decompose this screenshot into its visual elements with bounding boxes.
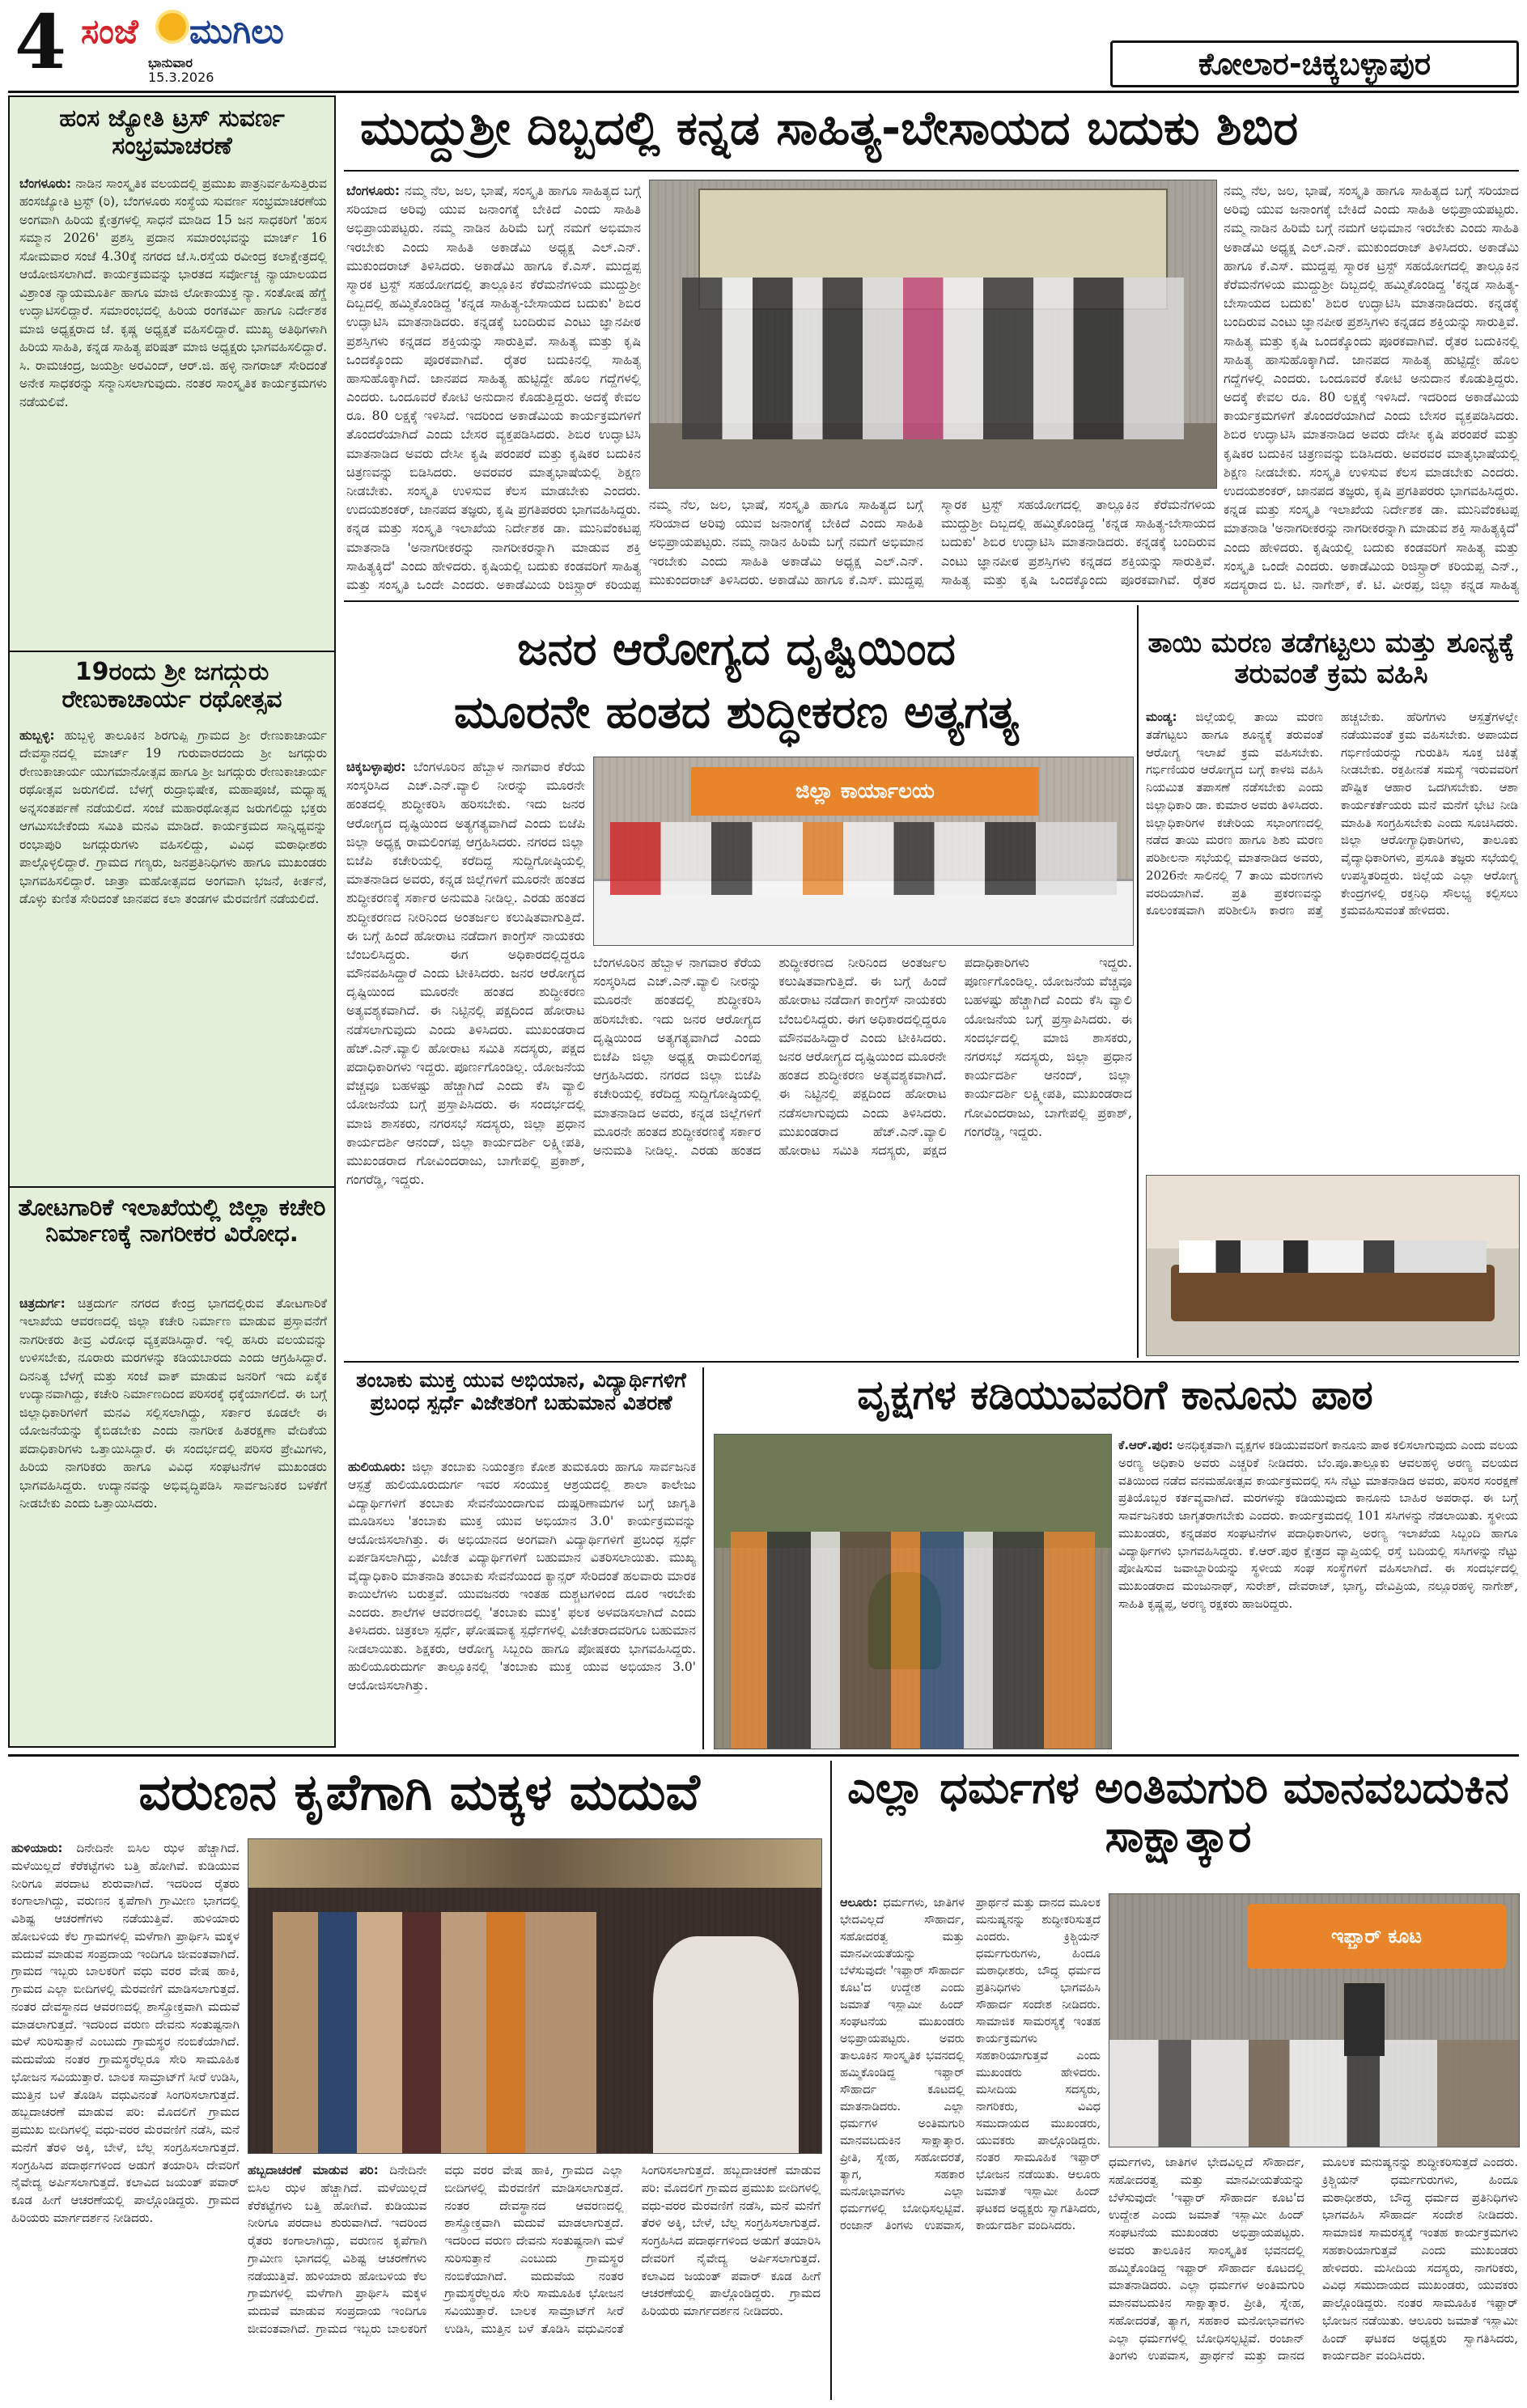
health-divider xyxy=(1137,605,1139,1358)
lead-story-below-photo xyxy=(649,495,1215,596)
sidebar-dateline-1: ಬೆಂಗಳೂರು: xyxy=(19,176,72,191)
sidebar-dateline-3: ಚಿತ್ರದುರ್ಗ: xyxy=(19,1296,66,1311)
rain-photo xyxy=(248,1838,822,2154)
sidebar-headline-2: 19ರಂದು ಶ್ರೀ ಜಗದ್ಗುರು ರೇಣುಕಾಚಾರ್ಯ ರಥೋತ್ಸವ xyxy=(62,658,282,714)
mother-headline: ತಾಯಿ ಮರಣ ತಡೆಗಟ್ಟಲು ಮತ್ತು ಶೂನ್ಯಕ್ಕೆ ತರುವಂತೆ ಕ್ರಮ ವಹಿಸಿ xyxy=(1147,627,1515,691)
health-headline-1: ಜನರ ಆರೋಗ್ಯದ ದೃಷ್ಟಿಯಿಂದ xyxy=(517,623,956,676)
mid-rule xyxy=(344,1361,1519,1363)
sidebar-headline-3: ತೋಟಗಾರಿಕೆ ಇಲಾಖೆಯಲ್ಲಿ ಜಿಲ್ಲಾ ಕಚೇರಿ ನಿರ್ಮಾಣಕ್ಕೆ ನಾಗರೀಕರ ವಿರೋಧ. xyxy=(18,1193,326,1248)
brand-logo xyxy=(81,11,284,60)
religion-photo xyxy=(1109,1893,1520,2147)
trees-dateline: ಕೆ.ಆರ್.ಪುರ: xyxy=(1118,1438,1173,1452)
sun-icon xyxy=(159,13,186,40)
mother-photo-people xyxy=(1179,1240,1487,1273)
mother-photo-table xyxy=(1171,1265,1495,1321)
religion-text: ಧರ್ಮಗಳು, ಜಾತಿಗಳ ಭೇದವಿಲ್ಲದೆ ಸೌಹಾರ್ದ, ಸಹೋದರತ್ವ ಮತ್ತು ಮಾನವೀಯತೆಯನ್ನು ಬೆಳೆಸುವುದೇ 'ಇಫ್ತಾರ್ ಸೌಹಾರ್ದ ಕೂಟ'ದ ಉದ್ದೇಶ ಎಂದು ಜಮಾತೆ ಇಸ್ಲಾಮೀ ಹಿಂದ್ ಸಂಘಟನೆಯ ಮುಖಂಡರು ಅಭಿಪ್ರಾಯಪಟ್ಟರು. ಅವರು ತಾಲೂಕಿನ ಸಾಂಸ್ಕೃತಿಕ ಭವನದಲ್ಲಿ ಹಮ್ಮಿಕೊಂಡಿದ್ದ ಇಫ್ತಾರ್ ಸೌಹಾರ್ದ ಕೂಟದಲ್ಲಿ ಮಾತನಾಡಿದರು. ಎಲ್ಲಾ ಧರ್ಮಗಳ ಅಂತಿಮಗುರಿ ಮಾನವಬದುಕಿನ ಸಾಕ್ಷಾತ್ಕಾರ. ಪ್ರೀತಿ, ಸ್ನೇಹ, ಸಹೋದರತೆ, ತ್ಯಾಗ, ಸಹಕಾರ ಮನೋಭಾವಗಳು ಎಲ್ಲಾ ಧರ್ಮಗಳಲ್ಲಿ ಬೋಧಿಸಲ್ಪಟ್ಟಿವೆ. ರಂಜಾನ್ ತಿಂಗಳು ಉಪವಾಸ, ಪ್ರಾರ್ಥನೆ ಮತ್ತು ದಾನದ ಮೂಲಕ ಮನುಷ್ಯನನ್ನು ಶುದ್ಧೀಕರಿಸುತ್ತದೆ ಎಂದರು. ಕ್ರಿಶ್ಚಿಯನ್ ಧರ್ಮಗುರುಗಳು, ಹಿಂದೂ ಮಠಾಧೀಶರು, ಬೌದ್ಧ ಧರ್ಮದ ಪ್ರತಿನಿಧಿಗಳು ಭಾಗವಹಿಸಿ ಸೌಹಾರ್ದ ಸಂದೇಶ ನೀಡಿದರು. ಸಾಮಾಜಿಕ ಸಾಮರಸ್ಯಕ್ಕೆ ಇಂತಹ ಕಾರ್ಯಕ್ರಮಗಳು ಸಹಕಾರಿಯಾಗುತ್ತವೆ ಎಂದು ಮುಖಂಡರು ಹೇಳಿದರು. ಮಸೀದಿಯ ಸದಸ್ಯರು, ನಾಗರಿಕರು, ವಿವಿಧ ಸಮುದಾಯದ ಮುಖಂಡರು, ಯುವಕರು ಪಾಲ್ಗೊಂಡಿದ್ದರು. ನಂತರ ಸಾಮೂಹಿಕ ಇಫ್ತಾರ್ ಭೋಜನ ನಡೆಯಿತು. ಆಲೂರು ಜಮಾತೆ ಇಸ್ಲಾಮೀ ಹಿಂದ್ ಘಟಕದ ಅಧ್ಯಕ್ಷರು ಸ್ವಾಗತಿಸಿದರು, ಕಾರ್ಯದರ್ಶಿ ವಂದಿಸಿದರು. xyxy=(840,1897,1101,2233)
health-text-cont: ಬೆಂಗಳೂರಿನ ಹೆಬ್ಬಾಳ ನಾಗವಾರ ಕೆರೆಯ ಸಂಸ್ಕರಿಸಿದ ಎಚ್.ಎನ್.ವ್ಯಾಲಿ ನೀರನ್ನು ಮೂರನೇ ಹಂತದಲ್ಲಿ ಶುದ್ಧೀಕರಿಸಿ ಹರಿಸಬೇಕು. ಇದು ಜನರ ಆರೋಗ್ಯದ ದೃಷ್ಟಿಯಿಂದ ಅತ್ಯಗತ್ಯವಾಗಿದೆ ಎಂದು ಬಿಜೆಪಿ ಜಿಲ್ಲಾ ಅಧ್ಯಕ್ಷ ರಾಮಲಿಂಗಪ್ಪ ಆಗ್ರಹಿಸಿದರು. ನಗರದ ಜಿಲ್ಲಾ ಬಿಜೆಪಿ ಕಚೇರಿಯಲ್ಲಿ ಕರೆದಿದ್ದ ಸುದ್ದಿಗೋಷ್ಠಿಯಲ್ಲಿ ಮಾತನಾಡಿದ ಅವರು, ಕನ್ನಡ ಜಿಲ್ಲೆಗಳಿಗೆ ಮೂರನೇ ಹಂತದ ಶುದ್ಧೀಕರಣಕ್ಕೆ ಸರ್ಕಾರ ಅನುಮತಿ ನೀಡಿಲ್ಲ. ಎರಡು ಹಂತದ ಶುದ್ಧೀಕರಣದ ನೀರಿನಿಂದ ಅಂತರ್ಜಲ ಕಲುಷಿತವಾಗುತ್ತಿದೆ. ಈ ಬಗ್ಗೆ ಹಿಂದೆ ಹೋರಾಟ ನಡೆದಾಗ ಕಾಂಗ್ರೆಸ್ ನಾಯಕರು ಬೆಂಬಲಿಸಿದ್ದರು. ಈಗ ಅಧಿಕಾರದಲ್ಲಿದ್ದರೂ ಮೌನವಹಿಸಿದ್ದಾರೆ ಎಂದು ಟೀಕಿಸಿದರು. ಜನರ ಆರೋಗ್ಯದ ದೃಷ್ಟಿಯಿಂದ ಮೂರನೇ ಹಂತದ ಶುದ್ಧೀಕರಣ ಅತ್ಯವಶ್ಯಕವಾಗಿದೆ. ಈ ನಿಟ್ಟಿನಲ್ಲಿ ಪಕ್ಷದಿಂದ ಹೋರಾಟ ನಡೆಸಲಾಗುವುದು ಎಂದು ತಿಳಿಸಿದರು. ಮುಖಂಡರಾದ ಹೆಚ್.ಎನ್.ವ್ಯಾಲಿ ಹೋರಾಟ ಸಮಿತಿ ಸದಸ್ಯರು, ಪಕ್ಷದ ಪದಾಧಿಕಾರಿಗಳು ಇದ್ದರು. ಪೂರ್ಣಗೊಂಡಿಲ್ಲ. ಯೋಜನೆಯ ವೆಚ್ಚವೂ ಬಹಳಷ್ಟು ಹೆಚ್ಚಾಗಿದೆ ಎಂದು ಕೆಸಿ ವ್ಯಾಲಿ ಯೋಜನೆಯ ಬಗ್ಗೆ ಪ್ರಸ್ತಾಪಿಸಿದರು. ಈ ಸಂದರ್ಭದಲ್ಲಿ ಮಾಜಿ ಶಾಸಕರು, ನಗರಸಭೆ ಸದಸ್ಯರು, ಜಿಲ್ಲಾ ಪ್ರಧಾನ ಕಾರ್ಯದರ್ಶಿ ಆನಂದ್, ಜಿಲ್ಲಾ ಕಾರ್ಯದರ್ಶಿ ಲಕ್ಷ್ಮೀಪತಿ, ಮುಖಂಡರಾದ ಗೋವಿಂದರಾಜು, ಬಾಗೇಪಲ್ಲಿ ಪ್ರಕಾಶ್, ಗಂಗರೆಡ್ಡಿ, ಇದ್ದರು. xyxy=(593,955,1132,1158)
health-photo-banner xyxy=(691,767,1039,816)
religion-photo-speaker xyxy=(1344,1983,1385,2056)
sidebar-divider-1 xyxy=(10,651,334,652)
health-story-left xyxy=(346,757,585,1353)
trees-story xyxy=(1118,1437,1518,1748)
rain-headline: ವರುಣನ ಕೃಪೆಗಾಗಿ ಮಕ್ಕಳ ಮದುವೆ xyxy=(138,1762,700,1821)
lead-text: ನಮ್ಮ ನೆಲ, ಜಲ, ಭಾಷೆ, ಸಂಸ್ಕೃತಿ ಹಾಗೂ ಸಾಹಿತ್ಯದ ಬಗ್ಗೆ ಸರಿಯಾದ ಅರಿವು ಯುವ ಜನಾಂಗಕ್ಕೆ ಬೇಕಿದೆ ಎಂದು ಸಾಹಿತಿ ಅಭಿಪ್ರಾಯಪಟ್ಟರು. ನಮ್ಮ ನಾಡಿನ ಹಿರಿಮೆ ಬಗ್ಗೆ ನಮಗೆ ಅಭಿಮಾನ ಇರಬೇಕು ಎಂದು ಸಾಹಿತಿ ಅಕಾಡೆಮಿ ಅಧ್ಯಕ್ಷ ಎಲ್.ಎನ್. ಮುಕುಂದರಾಜ್ ತಿಳಿಸಿದರು. ಅಕಾಡೆಮಿ ಹಾಗೂ ಕೆ.ಎಸ್. ಮುದ್ದಪ್ಪ ಸ್ಮಾರಕ ಟ್ರಸ್ಟ್ ಸಹಯೋಗದಲ್ಲಿ ತಾಲ್ಲೂಕಿನ ಕೆರೆಮನೆಗಳಿಯ ಮುದ್ದುಶ್ರೀ ದಿಬ್ಬದಲ್ಲಿ ಹಮ್ಮಿಕೊಂಡಿದ್ದ 'ಕನ್ನಡ ಸಾಹಿತ್ಯ-ಬೇಸಾಯದ ಬದುಕು' ಶಿಬಿರ ಉದ್ಘಾಟಿಸಿ ಮಾತನಾಡಿದರು. ಕನ್ನಡಕ್ಕೆ ಬಂದಿರುವ ಎಂಟು ಜ್ಞಾನಪೀಠ ಪ್ರಶಸ್ತಿಗಳು ಕನ್ನಡದ ಶಕ್ತಿಯನ್ನು ಸಾರುತ್ತಿವೆ. ಸಾಹಿತ್ಯ ಮತ್ತು ಕೃಷಿ ಒಂದಕ್ಕೊಂದು ಪೂರಕವಾಗಿವೆ. ರೈತರ ಬದುಕಿನಲ್ಲಿ ಸಾಹಿತ್ಯ ಹಾಸುಹೊಕ್ಕಾಗಿದೆ. ಜಾನಪದ ಸಾಹಿತ್ಯ ಹುಟ್ಟಿದ್ದೇ ಹೊಲ ಗದ್ದೆಗಳಲ್ಲಿ ಎಂದರು. ಒಂದೂವರೆ ಕೋಟಿ ಅನುದಾನ ಕೊಡುತ್ತಿದ್ದರು. ಅದಕ್ಕೆ ಕೇವಲ ರೂ. 80 ಲಕ್ಷಕ್ಕೆ ಇಳಿಸಿದೆ. ಇದರಿಂದ ಅಕಾಡೆಮಿಯ ಕಾರ್ಯಕ್ರಮಗಳಿಗೆ ತೊಂದರೆಯಾಗಿದೆ ಎಂದು ಬೇಸರ ವ್ಯಕ್ತಪಡಿಸಿದರು. ಶಿಬಿರ ಉದ್ಘಾಟಿಸಿ ಮಾತನಾಡಿದ ಅವರು ದೇಸೀ ಕೃಷಿ ಪರಂಪರೆ ಮತ್ತು ಕೃಷಿಕರ ಬದುಕಿನ ಚಿತ್ರಣವನ್ನು ಬಿಡಿಸಿದರು. ಅವರವರ ಮಾತೃಭಾಷೆಯಲ್ಲಿ ಶಿಕ್ಷಣ ನೀಡಬೇಕು. ಸಂಸ್ಕೃತಿ ಉಳಿಸುವ ಕೆಲಸ ಮಾಡಬೇಕು ಎಂದರು. ಉದಯಶಂಕರ್, ಜಾನಪದ ತಜ್ಞರು, ಕೃಷಿ ಪ್ರಗತಿಪರರು ಭಾಗವಹಿಸಿದ್ದರು. ಕನ್ನಡ ಮತ್ತು ಸಂಸ್ಕೃತಿ ಇಲಾಖೆಯ ನಿರ್ದೇಶಕ ಡಾ. ಮುನಿವೆಂಕಟಪ್ಪ ಮಾತನಾಡಿ 'ಅನಾಗರೀಕರನ್ನು ನಾಗರೀಕರನ್ನಾಗಿ ಮಾಡುವ ಶಕ್ತಿ ಸಾಹಿತ್ಯಕ್ಕಿದೆ' ಎಂದು ಹೇಳಿದರು. ಕೃಷಿಯಲ್ಲಿ ಬದುಕು ಕಂಡವರಿಗೆ ಸಾಹಿತ್ಯ ಮತ್ತು ಸಂಸ್ಕೃತಿ ಒಂದೇ ಎಂದರು. ಅಕಾಡೆಮಿಯ ರಿಜಿಸ್ಟ್ರಾರ್ ಕರಿಯಪ್ಪ xyxy=(346,183,641,592)
brand-left: ಸಂಜೆ xyxy=(81,11,138,51)
health-photo-people xyxy=(610,822,1117,895)
sidebar-story-2 xyxy=(19,727,327,1180)
rain-story-right xyxy=(248,2162,821,2398)
religion-story-right xyxy=(1109,2154,1518,2398)
sidebar-text-3: ಚಿತ್ರದುರ್ಗ ನಗರದ ಕೇಂದ್ರ ಭಾಗದಲ್ಲಿರುವ ತೋಟಗಾರಿಕೆ ಇಲಾಖೆಯ ಆವರಣದಲ್ಲಿ ಜಿಲ್ಲಾ ಕಚೇರಿ ನಿರ್ಮಾಣ ಮಾಡುವ ಪ್ರಸ್ತಾವನೆಗೆ ನಾಗರೀಕರು ತೀವ್ರ ವಿರೋಧ ವ್ಯಕ್ತಪಡಿಸಿದ್ದಾರೆ. ಇಲ್ಲಿ ಹಸಿರು ವಲಯವನ್ನು ಉಳಿಸಬೇಕು, ನೂರಾರು ಮರಗಳನ್ನು ಕಡಿಯಬಾರದು ಎಂದು ಆಗ್ರಹಿಸಿದ್ದಾರೆ. ದಿನನಿತ್ಯ ಬೆಳಗ್ಗೆ ಮತ್ತು ಸಂಜೆ ವಾಕ್ ಮಾಡುವ ಜನರಿಗೆ ಇದು ಏಕೈಕ ಉದ್ಯಾನವಾಗಿದ್ದು, ಕಚೇರಿ ನಿರ್ಮಾಣದಿಂದ ಪರಿಸರಕ್ಕೆ ಧಕ್ಕೆಯಾಗಲಿದೆ. ಈ ಬಗ್ಗೆ ಜಿಲ್ಲಾಧಿಕಾರಿಗಳಿಗೆ ಮನವಿ ಸಲ್ಲಿಸಲಾಗಿದ್ದು, ಸರ್ಕಾರ ಕೂಡಲೇ ಈ ಯೋಜನೆಯನ್ನು ಕೈಬಿಡಬೇಕು ಎಂದು ನಾಗರೀಕ ಹಿತರಕ್ಷಣಾ ವೇದಿಕೆಯ ಪದಾಧಿಕಾರಿಗಳು ಒತ್ತಾಯಿಸಿದ್ದಾರೆ. ಈ ಸಂದರ್ಭದಲ್ಲಿ ಪರಿಸರ ಪ್ರೇಮಿಗಳು, ಹಿರಿಯ ನಾಗರಿಕರು ಹಾಗೂ ವಿವಿಧ ಸಂಘಟನೆಗಳ ಮುಖಂಡರು ಭಾಗವಹಿಸಿದ್ದರು. ಉದ್ಯಾನವನ್ನು ಅಭಿವೃದ್ಧಿಪಡಿಸಿ ಸಾರ್ವಜನಿಕರ ಬಳಕೆಗೆ ನೀಡಬೇಕು ಎಂದು ಒತ್ತಾಯಿಸಿದರು. xyxy=(19,1296,327,1511)
lead-text-cont: ನಮ್ಮ ನೆಲ, ಜಲ, ಭಾಷೆ, ಸಂಸ್ಕೃತಿ ಹಾಗೂ ಸಾಹಿತ್ಯದ ಬಗ್ಗೆ ಸರಿಯಾದ ಅರಿವು ಯುವ ಜನಾಂಗಕ್ಕೆ ಬೇಕಿದೆ ಎಂದು ಸಾಹಿತಿ ಅಭಿಪ್ರಾಯಪಟ್ಟರು. ನಮ್ಮ ನಾಡಿನ ಹಿರಿಮೆ ಬಗ್ಗೆ ನಮಗೆ ಅಭಿಮಾನ ಇರಬೇಕು ಎಂದು ಸಾಹಿತಿ ಅಕಾಡೆಮಿ ಅಧ್ಯಕ್ಷ ಎಲ್.ಎನ್. ಮುಕುಂದರಾಜ್ ತಿಳಿಸಿದರು. ಅಕಾಡೆಮಿ ಹಾಗೂ ಕೆ.ಎಸ್. ಮುದ್ದಪ್ಪ ಸ್ಮಾರಕ ಟ್ರಸ್ಟ್ ಸಹಯೋಗದಲ್ಲಿ ತಾಲ್ಲೂಕಿನ ಕೆರೆಮನೆಗಳಿಯ ಮುದ್ದುಶ್ರೀ ದಿಬ್ಬದಲ್ಲಿ ಹಮ್ಮಿಕೊಂಡಿದ್ದ 'ಕನ್ನಡ ಸಾಹಿತ್ಯ-ಬೇಸಾಯದ ಬದುಕು' ಶಿಬಿರ ಉದ್ಘಾಟಿಸಿ ಮಾತನಾಡಿದರು. ಕನ್ನಡಕ್ಕೆ ಬಂದಿರುವ ಎಂಟು ಜ್ಞಾನಪೀಠ ಪ್ರಶಸ್ತಿಗಳು ಕನ್ನಡದ ಶಕ್ತಿಯನ್ನು ಸಾರುತ್ತಿವೆ. ಸಾಹಿತ್ಯ ಮತ್ತು ಕೃಷಿ ಒಂದಕ್ಕೊಂದು ಪೂರಕವಾಗಿವೆ. ರೈತರ xyxy=(649,497,1215,587)
masthead-rule xyxy=(8,91,1519,93)
religion-banner-text: ಇಫ್ತಾರ್ ಕೂಟ xyxy=(1330,1925,1423,1948)
mother-story xyxy=(1146,709,1518,1168)
religion-text-cont: ಧರ್ಮಗಳು, ಜಾತಿಗಳ ಭೇದವಿಲ್ಲದೆ ಸೌಹಾರ್ದ, ಸಹೋದರತ್ವ ಮತ್ತು ಮಾನವೀಯತೆಯನ್ನು ಬೆಳೆಸುವುದೇ 'ಇಫ್ತಾರ್ ಸೌಹಾರ್ದ ಕೂಟ'ದ ಉದ್ದೇಶ ಎಂದು ಜಮಾತೆ ಇಸ್ಲಾಮೀ ಹಿಂದ್ ಸಂಘಟನೆಯ ಮುಖಂಡರು ಅಭಿಪ್ರಾಯಪಟ್ಟರು. ಅವರು ತಾಲೂಕಿನ ಸಾಂಸ್ಕೃತಿಕ ಭವನದಲ್ಲಿ ಹಮ್ಮಿಕೊಂಡಿದ್ದ ಇಫ್ತಾರ್ ಸೌಹಾರ್ದ ಕೂಟದಲ್ಲಿ ಮಾತನಾಡಿದರು. ಎಲ್ಲಾ ಧರ್ಮಗಳ ಅಂತಿಮಗುರಿ ಮಾನವಬದುಕಿನ ಸಾಕ್ಷಾತ್ಕಾರ. ಪ್ರೀತಿ, ಸ್ನೇಹ, ಸಹೋದರತೆ, ತ್ಯಾಗ, ಸಹಕಾರ ಮನೋಭಾವಗಳು ಎಲ್ಲಾ ಧರ್ಮಗಳಲ್ಲಿ ಬೋಧಿಸಲ್ಪಟ್ಟಿವೆ. ರಂಜಾನ್ ತಿಂಗಳು ಉಪವಾಸ, ಪ್ರಾರ್ಥನೆ ಮತ್ತು ದಾನದ ಮೂಲಕ ಮನುಷ್ಯನನ್ನು ಶುದ್ಧೀಕರಿಸುತ್ತದೆ ಎಂದರು. ಕ್ರಿಶ್ಚಿಯನ್ ಧರ್ಮಗುರುಗಳು, ಹಿಂದೂ ಮಠಾಧೀಶರು, ಬೌದ್ಧ ಧರ್ಮದ ಪ್ರತಿನಿಧಿಗಳು ಭಾಗವಹಿಸಿ ಸೌಹಾರ್ದ ಸಂದೇಶ ನೀಡಿದರು. ಸಾಮಾಜಿಕ ಸಾಮರಸ್ಯಕ್ಕೆ ಇಂತಹ ಕಾರ್ಯಕ್ರಮಗಳು ಸಹಕಾರಿಯಾಗುತ್ತವೆ ಎಂದು ಮುಖಂಡರು ಹೇಳಿದರು. ಮಸೀದಿಯ ಸದಸ್ಯರು, ನಾಗರಿಕರು, ವಿವಿಧ ಸಮುದಾಯದ ಮುಖಂಡರು, ಯುವಕರು ಪಾಲ್ಗೊಂಡಿದ್ದರು. ನಂತರ ಸಾಮೂಹಿಕ ಇಫ್ತಾರ್ ಭೋಜನ ನಡೆಯಿತು. ಆಲೂರು ಜಮಾತೆ ಇಸ್ಲಾಮೀ ಹಿಂದ್ ಘಟಕದ ಅಧ್ಯಕ್ಷರು ಸ್ವಾಗತಿಸಿದರು, ಕಾರ್ಯದರ್ಶಿ ವಂದಿಸಿದರು. xyxy=(1109,2155,1518,2363)
lead-text-right: ನಮ್ಮ ನೆಲ, ಜಲ, ಭಾಷೆ, ಸಂಸ್ಕೃತಿ ಹಾಗೂ ಸಾಹಿತ್ಯದ ಬಗ್ಗೆ ಸರಿಯಾದ ಅರಿವು ಯುವ ಜನಾಂಗಕ್ಕೆ ಬೇಕಿದೆ ಎಂದು ಸಾಹಿತಿ ಅಭಿಪ್ರಾಯಪಟ್ಟರು. ನಮ್ಮ ನಾಡಿನ ಹಿರಿಮೆ ಬಗ್ಗೆ ನಮಗೆ ಅಭಿಮಾನ ಇರಬೇಕು ಎಂದು ಸಾಹಿತಿ ಅಕಾಡೆಮಿ ಅಧ್ಯಕ್ಷ ಎಲ್.ಎನ್. ಮುಕುಂದರಾಜ್ ತಿಳಿಸಿದರು. ಅಕಾಡೆಮಿ ಹಾಗೂ ಕೆ.ಎಸ್. ಮುದ್ದಪ್ಪ ಸ್ಮಾರಕ ಟ್ರಸ್ಟ್ ಸಹಯೋಗದಲ್ಲಿ ತಾಲ್ಲೂಕಿನ ಕೆರೆಮನೆಗಳಿಯ ಮುದ್ದುಶ್ರೀ ದಿಬ್ಬದಲ್ಲಿ ಹಮ್ಮಿಕೊಂಡಿದ್ದ 'ಕನ್ನಡ ಸಾಹಿತ್ಯ-ಬೇಸಾಯದ ಬದುಕು' ಶಿಬಿರ ಉದ್ಘಾಟಿಸಿ ಮಾತನಾಡಿದರು. ಕನ್ನಡಕ್ಕೆ ಬಂದಿರುವ ಎಂಟು ಜ್ಞಾನಪೀಠ ಪ್ರಶಸ್ತಿಗಳು ಕನ್ನಡದ ಶಕ್ತಿಯನ್ನು ಸಾರುತ್ತಿವೆ. ಸಾಹಿತ್ಯ ಮತ್ತು ಕೃಷಿ ಒಂದಕ್ಕೊಂದು ಪೂರಕವಾಗಿವೆ. ರೈತರ ಬದುಕಿನಲ್ಲಿ ಸಾಹಿತ್ಯ ಹಾಸುಹೊಕ್ಕಾಗಿದೆ. ಜಾನಪದ ಸಾಹಿತ್ಯ ಹುಟ್ಟಿದ್ದೇ ಹೊಲ ಗದ್ದೆಗಳಲ್ಲಿ ಎಂದರು. ಒಂದೂವರೆ ಕೋಟಿ ಅನುದಾನ ಕೊಡುತ್ತಿದ್ದರು. ಅದಕ್ಕೆ ಕೇವಲ ರೂ. 80 ಲಕ್ಷಕ್ಕೆ ಇಳಿಸಿದೆ. ಇದರಿಂದ ಅಕಾಡೆಮಿಯ ಕಾರ್ಯಕ್ರಮಗಳಿಗೆ ತೊಂದರೆಯಾಗಿದೆ ಎಂದು ಬೇಸರ ವ್ಯಕ್ತಪಡಿಸಿದರು. ಶಿಬಿರ ಉದ್ಘಾಟಿಸಿ ಮಾತನಾಡಿದ ಅವರು ದೇಸೀ ಕೃಷಿ ಪರಂಪರೆ ಮತ್ತು ಕೃಷಿಕರ ಬದುಕಿನ ಚಿತ್ರಣವನ್ನು ಬಿಡಿಸಿದರು. ಅವರವರ ಮಾತೃಭಾಷೆಯಲ್ಲಿ ಶಿಕ್ಷಣ ನೀಡಬೇಕು. ಸಂಸ್ಕೃತಿ ಉಳಿಸುವ ಕೆಲಸ ಮಾಡಬೇಕು ಎಂದರು. ಉದಯಶಂಕರ್, ಜಾನಪದ ತಜ್ಞರು, ಕೃಷಿ ಪ್ರಗತಿಪರರು ಭಾಗವಹಿಸಿದ್ದರು. ಕನ್ನಡ ಮತ್ತು ಸಂಸ್ಕೃತಿ ಇಲಾಖೆಯ ನಿರ್ದೇಶಕ ಡಾ. ಮುನಿವೆಂಕಟಪ್ಪ ಮಾತನಾಡಿ 'ಅನಾಗರೀಕರನ್ನು ನಾಗರೀಕರನ್ನಾಗಿ ಮಾಡುವ ಶಕ್ತಿ ಸಾಹಿತ್ಯಕ್ಕಿದೆ' ಎಂದು ಹೇಳಿದರು. ಕೃಷಿಯಲ್ಲಿ ಬದುಕು ಕಂಡವರಿಗೆ ಸಾಹಿತ್ಯ ಮತ್ತು ಸಂಸ್ಕೃತಿ ಒಂದೇ ಎಂದರು. ಅಕಾಡೆಮಿಯ ರಿಜಿಸ್ಟ್ರಾರ್ ಕರಿಯಪ್ಪ ಎನ್., ಸದಸ್ಯರಾದ ಬಿ. ಟಿ. ನಾಗೇಶ್, ಕೆ. ಟಿ. ವೀರಪ್ಪ, ಜಿಲ್ಲಾ ಕನ್ನಡ ಸಾಹಿತ್ಯ xyxy=(1224,183,1519,592)
page-number: 4 xyxy=(15,0,67,86)
rain-dateline: ಹುಳಿಯಾರು: xyxy=(11,1841,63,1855)
sidebar-text-1: ನಾಡಿನ ಸಾಂಸ್ಕೃತಿಕ ವಲಯದಲ್ಲಿ ಪ್ರಮುಖ ಪಾತ್ರನಿರ್ವಹಿಸುತ್ತಿರುವ ಹಂಸಜ್ಯೋತಿ ಟ್ರಸ್ಟ್ (ರಿ), ಬೆಂಗಳೂರು ಸಂಸ್ಥೆಯ ಸುವರ್ಣ ಸಂಭ್ರಮಾಚರಣೆಯ ಅಂಗವಾಗಿ ಹಿರಿಯ ಕ್ಷೇತ್ರಗಳಲ್ಲಿ ಸಾಧನೆ ಮಾಡಿದ 15 ಜನ ಸಾಧಕರಿಗೆ 'ಹಂಸ ಸಮ್ಮಾನ 2026' ಪ್ರಶಸ್ತಿ ಪ್ರದಾನ ಸಮಾರಂಭವನ್ನು ಮಾರ್ಚ್ 16 ಸೋಮವಾರ ಸಂಜೆ 4.30ಕ್ಕೆ ನಗರದ ಜೆ.ಸಿ.ರಸ್ತೆಯ ರವೀಂದ್ರ ಕಲಾಕ್ಷೇತ್ರದಲ್ಲಿ ಆಯೋಜಿಸಲಾಗಿದೆ. ಕಾರ್ಯಕ್ರಮವನ್ನು ಭಾರತದ ಸರ್ವೋಚ್ಚ ನ್ಯಾಯಾಲಯದ ವಿಶ್ರಾಂತ ನ್ಯಾಯಮೂರ್ತಿ ಹಾಗೂ ಮಾಜಿ ಲೋಕಾಯುಕ್ತ ನ್ಯಾ. ಸಂತೋಷ ಹೆಗ್ಡೆ ಉದ್ಘಾಟಿಸಲಿದ್ದಾರೆ. ಸಮಾರಂಭದಲ್ಲಿ ಹಿರಿಯ ರಂಗಕರ್ಮಿ ಹಾಗೂ ನಿರ್ದೇಶಕ ಮಾಜಿ ಅಧ್ಯಕ್ಷರಾದ ಜೆ. ಕೃಷ್ಣ ಅಧ್ಯಕ್ಷತೆ ವಹಿಸಲಿದ್ದಾರೆ. ಮುಖ್ಯ ಅತಿಥಿಗಳಾಗಿ ಹಿರಿಯ ಸಾಹಿತಿ, ಕನ್ನಡ ಸಾಹಿತ್ಯ ಪರಿಷತ್ ಮಾಜಿ ಅಧ್ಯಕ್ಷರು ಭಾಗವಹಿಸಲಿದ್ದಾರೆ. ಸಿ. ರಾಮಚಂದ್ರ, ಜಯಶ್ರೀ ಅರವಿಂದ್, ಆರ್.ಜಿ. ಹಳ್ಳಿ ನಾಗರಾಜ್ ಸೇರಿದಂತೆ ಅನೇಕ ಸಾಧಕರನ್ನು ಸನ್ಮಾನಿಸಲಾಗುವುದು. ನಂತರ ಸಾಂಸ್ಕೃತಿಕ ಕಾರ್ಯಕ್ರಮಗಳು ನಡೆಯಲಿವೆ. xyxy=(19,176,327,409)
trees-headline: ವೃಕ್ಷಗಳ ಕಡಿಯುವವರಿಗೆ ಕಾನೂನು ಪಾಠ xyxy=(857,1371,1373,1418)
sidebar-story-1 xyxy=(19,175,327,644)
health-headline-2: ಮೂರನೇ ಹಂತದ ಶುದ್ಧೀಕರಣ ಅತ್ಯಗತ್ಯ xyxy=(454,686,1019,739)
rain-divider xyxy=(830,1761,832,2400)
issue-date: 15.3.2026 xyxy=(148,70,214,85)
health-banner-text: ಜಿಲ್ಲಾ ಕಾರ್ಯಾಲಯ xyxy=(795,779,935,803)
mother-text: ಜಿಲ್ಲೆಯಲ್ಲಿ ತಾಯಿ ಮರಣ ತಡೆಗಟ್ಟಲು ಹಾಗೂ ಶೂನ್ಯಕ್ಕೆ ತರುವಂತೆ ಆರೋಗ್ಯ ಇಲಾಖೆ ಕ್ರಮ ವಹಿಸಬೇಕು. ಗರ್ಭಿಣಿಯರ ಆರೋಗ್ಯದ ಬಗ್ಗೆ ಕಾಳಜಿ ವಹಿಸಿ ನಿಯಮಿತ ತಪಾಸಣೆ ನಡೆಸಬೇಕು ಎಂದು ಜಿಲ್ಲಾಧಿಕಾರಿ ಡಾ. ಕುಮಾರ ಅವರು ತಿಳಿಸಿದರು. ಜಿಲ್ಲಾಧಿಕಾರಿಗಳ ಕಚೇರಿಯ ಸಭಾಂಗಣದಲ್ಲಿ ನಡೆದ ತಾಯಿ ಮರಣ ಹಾಗೂ ಶಿಶು ಮರಣ ಪರಿಶೀಲನಾ ಸಭೆಯಲ್ಲಿ ಮಾತನಾಡಿದ ಅವರು, 2026ನೇ ಸಾಲಿನಲ್ಲಿ 7 ತಾಯಿ ಮರಣಗಳು ವರದಿಯಾಗಿವೆ. ಪ್ರತಿ ಪ್ರಕರಣವನ್ನು ಕೂಲಂಕಷವಾಗಿ ಪರಿಶೀಲಿಸಿ ಕಾರಣ ಪತ್ತೆ ಹಚ್ಚಬೇಕು. ಹೆರಿಗೆಗಳು ಆಸ್ಪತ್ರೆಗಳಲ್ಲೇ ನಡೆಯುವಂತೆ ಕ್ರಮ ವಹಿಸಬೇಕು. ಅಪಾಯದ ಗರ್ಭಿಣಿಯರನ್ನು ಗುರುತಿಸಿ ಸೂಕ್ತ ಚಿಕಿತ್ಸೆ ನೀಡಬೇಕು. ರಕ್ತಹೀನತೆ ಸಮಸ್ಯೆ ಇರುವವರಿಗೆ ಪೌಷ್ಟಿಕ ಆಹಾರ ಒದಗಿಸಬೇಕು. ಆಶಾ ಕಾರ್ಯಕರ್ತೆಯರು ಮನೆ ಮನೆಗೆ ಭೇಟಿ ನೀಡಿ ಮಾಹಿತಿ ಸಂಗ್ರಹಿಸಬೇಕು ಎಂದು ಸೂಚಿಸಿದರು. ಜಿಲ್ಲಾ ಆರೋಗ್ಯಾಧಿಕಾರಿಗಳು, ತಾಲೂಕು ವೈದ್ಯಾಧಿಕಾರಿಗಳು, ಪ್ರಸೂತಿ ತಜ್ಞರು ಸಭೆಯಲ್ಲಿ ಉಪಸ್ಥಿತರಿದ್ದರು. ಜಿಲ್ಲೆಯ ಎಲ್ಲಾ ಆರೋಗ್ಯ ಕೇಂದ್ರಗಳಲ್ಲಿ ರಕ್ತನಿಧಿ ಸೌಲಭ್ಯ ಕಲ್ಪಿಸಲು ಕ್ರಮವಹಿಸುವಂತೆ ಹೇಳಿದರು. xyxy=(1146,710,1518,918)
mother-dateline: ಮಂಡ್ಯ: xyxy=(1146,710,1177,724)
rain-photo-kids xyxy=(273,1912,596,2153)
masthead xyxy=(0,0,1527,89)
sidebar-headline-1: ಹಂಸ ಜ್ಯೋತಿ ಟ್ರಸ್ ಸುವರ್ಣ ಸಂಭ್ರಮಾಚರಣೆ xyxy=(59,104,285,160)
trees-photo-foliage xyxy=(715,1435,1111,1548)
sidebar-text-2: ಹುಬ್ಬಳ್ಳಿ ತಾಲೂಕಿನ ಶಿರಗುಪ್ಪಿ ಗ್ರಾಮದ ಶ್ರೀ ರೇಣುಕಾಚಾರ್ಯ ದೇವಸ್ಥಾನದಲ್ಲಿ ಮಾರ್ಚ್ 19 ಗುರುವಾರದಂದು ಶ್ರೀ ಜಗದ್ಗುರು ರೇಣುಕಾಚಾರ್ಯ ಯುಗಮಾನೋತ್ಸವ ಹಾಗೂ ಶ್ರೀ ಜಗದ್ಗುರು ರೇಣುಕಾಚಾರ್ಯ ರಥೋತ್ಸವ ಜರುಗಲಿದೆ. ಬೆಳಗ್ಗೆ ರುದ್ರಾಭಿಷೇಕ, ಮಹಾಪೂಜೆ, ಮಧ್ಯಾಹ್ನ ಅನ್ನಸಂತರ್ಪಣೆ ನಡೆಯಲಿದೆ. ಸಂಜೆ ಮಹಾರಥೋತ್ಸವ ಜರುಗಲಿದ್ದು ಭಕ್ತರು ಆಗಮಿಸಬೇಕೆಂದು ಸಮಿತಿ ಮನವಿ ಮಾಡಿದೆ. ಕಾರ್ಯಕ್ರಮದ ಸಾನ್ನಿಧ್ಯವನ್ನು ರಂಭಾಪುರಿ ಜಗದ್ಗುರುಗಳು ವಹಿಸಲಿದ್ದು, ವಿವಿಧ ಮಠಾಧೀಶರು ಪಾಲ್ಗೊಳ್ಳಲಿದ್ದಾರೆ. ಗ್ರಾಮದ ಗಣ್ಯರು, ಜನಪ್ರತಿನಿಧಿಗಳು ಹಾಗೂ ಮುಖಂಡರು ಭಾಗವಹಿಸಲಿದ್ದಾರೆ. ಜಾತ್ರಾ ಮಹೋತ್ಸವದ ಅಂಗವಾಗಿ ಭಜನೆ, ಕೀರ್ತನೆ, ಡೊಳ್ಳು ಕುಣಿತ ಸೇರಿದಂತೆ ಜಾನಪದ ಕಲಾ ತಂಡಗಳ ಮೆರವಣಿಗೆ ನಡೆಯಲಿದೆ. xyxy=(19,728,327,907)
sidebar-divider-2 xyxy=(10,1186,334,1188)
religion-photo-audience xyxy=(1109,2040,1519,2147)
tobacco-divider xyxy=(702,1367,704,1749)
lower-rule xyxy=(8,1754,1519,1757)
brand-right: ಮುಗಿಲು xyxy=(189,11,284,51)
trees-text: ಅನಧಿಕೃತವಾಗಿ ವೃಕ್ಷಗಳ ಕಡಿಯುವವರಿಗೆ ಕಾನೂನು ಪಾಠ ಕಲಿಸಲಾಗುವುದು ಎಂದು ವಲಯ ಅರಣ್ಯ ಅಧಿಕಾರಿ ಅವರು ಎಚ್ಚರಿಕೆ ನೀಡಿದರು. ಬೆಂ.ಪೂ.ತಾಲ್ಲೂಕು ಆವಲಹಳ್ಳಿ ಅರಣ್ಯ ವಲಯದ ವತಿಯಿಂದ ನಡೆದ ವನಮಹೋತ್ಸವ ಕಾರ್ಯಕ್ರಮದಲ್ಲಿ ಸಸಿ ನೆಟ್ಟು ಮಾತನಾಡಿದ ಅವರು, ಪರಿಸರ ಸಂರಕ್ಷಣೆ ಪ್ರತಿಯೊಬ್ಬರ ಕರ್ತವ್ಯವಾಗಿದೆ. ಮರಗಳನ್ನು ಕಡಿಯುವುದು ಕಾನೂನು ಬಾಹಿರ ಅಪರಾಧ. ಈ ಬಗ್ಗೆ ಸಾರ್ವಜನಿಕರು ಜಾಗೃತರಾಗಬೇಕು ಎಂದರು. ಕಾರ್ಯಕ್ರಮದಲ್ಲಿ 101 ಸಸಿಗಳನ್ನು ನೆಡಲಾಯಿತು. ಸ್ಥಳೀಯ ಮುಖಂಡರು, ಕನ್ನಡಪರ ಸಂಘಟನೆಗಳ ಪದಾಧಿಕಾರಿಗಳು, ಅರಣ್ಯ ಇಲಾಖೆಯ ಸಿಬ್ಬಂದಿ ಹಾಗೂ ವಿದ್ಯಾರ್ಥಿಗಳು ಭಾಗವಹಿಸಿದ್ದರು. ಕೆ.ಆರ್.ಪುರ ಕ್ಷೇತ್ರದ ವ್ಯಾಪ್ತಿಯಲ್ಲಿ ರಸ್ತೆ ಬದಿಯಲ್ಲಿ ಸಸಿಗಳನ್ನು ನೆಟ್ಟು ಪೋಷಿಸುವ ಜವಾಬ್ದಾರಿಯನ್ನು ಸ್ಥಳೀಯ ಸಂಘ ಸಂಸ್ಥೆಗಳಿಗೆ ವಹಿಸಲಾಗಿದೆ. ಈ ಸಂದರ್ಭದಲ್ಲಿ ಮುಖಂಡರಾದ ಮಂಜುನಾಥ್, ಸುರೇಶ್, ದೇವರಾಜ್, ಭಾಗ್ಯ, ದೇವಿಪ್ರಿಯ, ನಲ್ಲೂರಹಳ್ಳಿ ನಾಗೇಶ್, ಸಾಹಿತಿ ಕೃಷ್ಣಪ್ಪ, ಅರಣ್ಯ ರಕ್ಷಕರು ಹಾಜರಿದ್ದರು. xyxy=(1118,1438,1518,1611)
religion-headline: ಎಲ್ಲಾ ಧರ್ಮಗಳ ಅಂತಿಮಗುರಿ ಮಾನವಬದುಕಿನ ಸಾಕ್ಷಾತ್ಕಾರ xyxy=(847,1762,1509,1863)
lead-story-text xyxy=(346,181,641,596)
rain-photo-elder xyxy=(653,1936,799,2153)
tobacco-text: ಜಿಲ್ಲಾ ತಂಬಾಕು ನಿಯಂತ್ರಣ ಕೋಶ ತುಮಕೂರು ಹಾಗೂ ಸಾರ್ವಜನಿಕ ಆಸ್ಪತ್ರೆ ಹುಲಿಯೂರುದುರ್ಗ ಇವರ ಸಂಯುಕ್ತ ಆಶ್ರಯದಲ್ಲಿ ಶಾಲಾ ಕಾಲೇಜು ವಿದ್ಯಾರ್ಥಿಗಳಿಗೆ ತಂಬಾಕು ಸೇವನೆಯಿಂದಾಗುವ ದುಷ್ಪರಿಣಾಮಗಳ ಬಗ್ಗೆ ಜಾಗೃತಿ ಮೂಡಿಸಲು 'ತಂಬಾಕು ಮುಕ್ತ ಯುವ ಅಭಿಯಾನ 3.0' ಕಾರ್ಯಕ್ರಮವನ್ನು ಆಯೋಜಿಸಲಾಗಿತ್ತು. ಈ ಅಭಿಯಾನದ ಅಂಗವಾಗಿ ವಿದ್ಯಾರ್ಥಿಗಳಿಗೆ ಪ್ರಬಂಧ ಸ್ಪರ್ಧೆ ಏರ್ಪಡಿಸಲಾಗಿದ್ದು, ವಿಜೇತ ವಿದ್ಯಾರ್ಥಿಗಳಿಗೆ ಬಹುಮಾನ ವಿತರಿಸಲಾಯಿತು. ಮುಖ್ಯ ವೈದ್ಯಾಧಿಕಾರಿ ಮಾತನಾಡಿ ತಂಬಾಕು ಸೇವನೆಯಿಂದ ಕ್ಯಾನ್ಸರ್ ಸೇರಿದಂತೆ ಹಲವಾರು ಮಾರಕ ಕಾಯಿಲೆಗಳು ಬರುತ್ತವೆ. ಯುವಜನರು ಇಂತಹ ದುಶ್ಚಟಗಳಿಂದ ದೂರ ಇರಬೇಕು ಎಂದರು. ಶಾಲೆಗಳ ಆವರಣದಲ್ಲಿ 'ತಂಬಾಕು ಮುಕ್ತ' ಫಲಕ ಅಳವಡಿಸಲಾಗಿದೆ ಎಂದು ತಿಳಿಸಿದರು. ಚಿತ್ರಕಲಾ ಸ್ಪರ್ಧೆ, ಘೋಷವಾಕ್ಯ ಸ್ಪರ್ಧೆಗಳಲ್ಲಿ ವಿಜೇತರಾದವರಿಗೂ ಬಹುಮಾನ ನೀಡಲಾಯಿತು. ಶಿಕ್ಷಕರು, ಆರೋಗ್ಯ ಸಿಬ್ಬಂದಿ ಹಾಗೂ ಪೋಷಕರು ಭಾಗವಹಿಸಿದ್ದರು. ಹುಲಿಯೂರುದುರ್ಗ ತಾಲ್ಲೂಕಿನಲ್ಲಿ 'ತಂಬಾಕು ಮುಕ್ತ ಯುವ ಅಭಿಯಾನ 3.0' ಆಯೋಜಿಸಲಾಗಿತ್ತು. xyxy=(348,1460,696,1693)
section-banner xyxy=(1110,40,1519,87)
health-story-right xyxy=(593,953,1132,1353)
health-photo xyxy=(593,757,1134,946)
rain-photo-lights xyxy=(248,1839,821,1888)
mother-photo xyxy=(1146,1175,1520,1356)
religion-photo-banner xyxy=(1247,1904,1506,1969)
religion-dateline: ಆಲೂರು: xyxy=(840,1897,878,1910)
trees-photo-people xyxy=(731,1532,1095,1749)
rain-subhead: ಹಬ್ಬದಾಚರಣೆ ಮಾಡುವ ಪರಿ: xyxy=(248,2163,379,2177)
sidebar xyxy=(8,95,336,1748)
section-title: ಕೋಲಾರ-ಚಿಕ್ಕಬಳ್ಳಾಪುರ xyxy=(1198,46,1432,82)
lead-headline: ಮುದ್ದುಶ್ರೀ ದಿಬ್ಬದಲ್ಲಿ ಕನ್ನಡ ಸಾಹಿತ್ಯ-ಬೇಸಾಯದ ಬದುಕು ಶಿಬಿರ xyxy=(360,100,1299,155)
sidebar-story-3 xyxy=(19,1295,327,1741)
tobacco-headline: ತಂಬಾಕು ಮುಕ್ತ ಯುವ ಅಭಿಯಾನ, ವಿದ್ಯಾರ್ಥಿಗಳಿಗೆ ಪ್ರಬಂಧ ಸ್ಪರ್ಧೆ ವಿಜೇತರಿಗೆ ಬಹುಮಾನ ವಿತರಣೆ xyxy=(356,1368,686,1414)
tobacco-dateline: ಹುಲಿಯೂರು: xyxy=(348,1460,406,1474)
health-text: ಬೆಂಗಳೂರಿನ ಹೆಬ್ಬಾಳ ನಾಗವಾರ ಕೆರೆಯ ಸಂಸ್ಕರಿಸಿದ ಎಚ್.ಎನ್.ವ್ಯಾಲಿ ನೀರನ್ನು ಮೂರನೇ ಹಂತದಲ್ಲಿ ಶುದ್ಧೀಕರಿಸಿ ಹರಿಸಬೇಕು. ಇದು ಜನರ ಆರೋಗ್ಯದ ದೃಷ್ಟಿಯಿಂದ ಅತ್ಯಗತ್ಯವಾಗಿದೆ ಎಂದು ಬಿಜೆಪಿ ಜಿಲ್ಲಾ ಅಧ್ಯಕ್ಷ ರಾಮಲಿಂಗಪ್ಪ ಆಗ್ರಹಿಸಿದರು. ನಗರದ ಜಿಲ್ಲಾ ಬಿಜೆಪಿ ಕಚೇರಿಯಲ್ಲಿ ಕರೆದಿದ್ದ ಸುದ್ದಿಗೋಷ್ಠಿಯಲ್ಲಿ ಮಾತನಾಡಿದ ಅವರು, ಕನ್ನಡ ಜಿಲ್ಲೆಗಳಿಗೆ ಮೂರನೇ ಹಂತದ ಶುದ್ಧೀಕರಣಕ್ಕೆ ಸರ್ಕಾರ ಅನುಮತಿ ನೀಡಿಲ್ಲ. ಎರಡು ಹಂತದ ಶುದ್ಧೀಕರಣದ ನೀರಿನಿಂದ ಅಂತರ್ಜಲ ಕಲುಷಿತವಾಗುತ್ತಿದೆ. ಈ ಬಗ್ಗೆ ಹಿಂದೆ ಹೋರಾಟ ನಡೆದಾಗ ಕಾಂಗ್ರೆಸ್ ನಾಯಕರು ಬೆಂಬಲಿಸಿದ್ದರು. ಈಗ ಅಧಿಕಾರದಲ್ಲಿದ್ದರೂ ಮೌನವಹಿಸಿದ್ದಾರೆ ಎಂದು ಟೀಕಿಸಿದರು. ಜನರ ಆರೋಗ್ಯದ ದೃಷ್ಟಿಯಿಂದ ಮೂರನೇ ಹಂತದ ಶುದ್ಧೀಕರಣ ಅತ್ಯವಶ್ಯಕವಾಗಿದೆ. ಈ ನಿಟ್ಟಿನಲ್ಲಿ ಪಕ್ಷದಿಂದ ಹೋರಾಟ ನಡೆಸಲಾಗುವುದು ಎಂದು ತಿಳಿಸಿದರು. ಮುಖಂಡರಾದ ಹೆಚ್.ಎನ್.ವ್ಯಾಲಿ ಹೋರಾಟ ಸಮಿತಿ ಸದಸ್ಯರು, ಪಕ್ಷದ ಪದಾಧಿಕಾರಿಗಳು ಇದ್ದರು. ಪೂರ್ಣಗೊಂಡಿಲ್ಲ. ಯೋಜನೆಯ ವೆಚ್ಚವೂ ಬಹಳಷ್ಟು ಹೆಚ್ಚಾಗಿದೆ ಎಂದು ಕೆಸಿ ವ್ಯಾಲಿ ಯೋಜನೆಯ ಬಗ್ಗೆ ಪ್ರಸ್ತಾಪಿಸಿದರು. ಈ ಸಂದರ್ಭದಲ್ಲಿ ಮಾಜಿ ಶಾಸಕರು, ನಗರಸಭೆ ಸದಸ್ಯರು, ಜಿಲ್ಲಾ ಪ್ರಧಾನ ಕಾರ್ಯದರ್ಶಿ ಆನಂದ್, ಜಿಲ್ಲಾ ಕಾರ್ಯದರ್ಶಿ ಲಕ್ಷ್ಮೀಪತಿ, ಮುಖಂಡರಾದ ಗೋವಿಂದರಾಜು, ಬಾಗೇಪಲ್ಲಿ ಪ್ರಕಾಶ್, ಗಂಗರೆಡ್ಡಿ, ಇದ್ದರು. xyxy=(346,759,585,1188)
rain-text: ದಿನೇದಿನೇ ಬಿಸಿಲ ಝಳ ಹೆಚ್ಚಾಗಿದೆ. ಮಳೆಯಿಲ್ಲದೆ ಕೆರೆಕಟ್ಟೆಗಳು ಬತ್ತಿ ಹೋಗಿವೆ. ಕುಡಿಯುವ ನೀರಿಗೂ ಪರದಾಟ ಶುರುವಾಗಿದೆ. ಇದರಿಂದ ರೈತರು ಕಂಗಾಲಾಗಿದ್ದು, ವರುಣನ ಕೃಪೆಗಾಗಿ ಗ್ರಾಮೀಣ ಭಾಗದಲ್ಲಿ ವಿಶಿಷ್ಟ ಆಚರಣೆಗಳು ನಡೆಯುತ್ತಿವೆ. ಹುಳಿಯಾರು ಹೋಬಳಿಯ ಕೆಲ ಗ್ರಾಮಗಳಲ್ಲಿ ಮಳೆಗಾಗಿ ಪ್ರಾರ್ಥಿಸಿ ಮಕ್ಕಳ ಮದುವೆ ಮಾಡುವ ಸಂಪ್ರದಾಯ ಇಂದಿಗೂ ಜೀವಂತವಾಗಿದೆ. ಗ್ರಾಮದ ಇಬ್ಬರು ಬಾಲಕರಿಗೆ ವಧು ವರರ ವೇಷ ಹಾಕಿ, ಗ್ರಾಮದ ಎಲ್ಲಾ ಬೀದಿಗಳಲ್ಲಿ ಮೆರವಣಿಗೆ ಮಾಡಿಸಲಾಗುತ್ತದೆ. ನಂತರ ದೇವಸ್ಥಾನದ ಆವರಣದಲ್ಲಿ ಶಾಸ್ತ್ರೋಕ್ತವಾಗಿ ಮದುವೆ ಮಾಡಲಾಗುತ್ತದೆ. ಇದರಿಂದ ವರುಣ ದೇವನು ಸಂತುಷ್ಟನಾಗಿ ಮಳೆ ಸುರಿಸುತ್ತಾನೆ ಎಂಬುದು ಗ್ರಾಮಸ್ಥರ ನಂಬಿಕೆಯಾಗಿದೆ. ಮದುವೆಯ ನಂತರ ಗ್ರಾಮಸ್ಥರೆಲ್ಲರೂ ಸೇರಿ ಸಾಮೂಹಿಕ ಭೋಜನ ಸವಿಯುತ್ತಾರೆ. ಬಾಲಕ ಸಾಮ್ರಾಟ್‌ಗೆ ಸೀರೆ ಉಡಿಸಿ, ಮುತ್ತಿನ ಬಳೆ ತೊಡಿಸಿ ವಧುವಿನಂತೆ ಸಿಂಗರಿಸಲಾಗುತ್ತದೆ. ಹಬ್ಬದಾಚರಣೆ ಮಾಡುವ ಪರಿ: ಮೊದಲಿಗೆ ಗ್ರಾಮದ ಪ್ರಮುಖ ಬೀದಿಗಳಲ್ಲಿ ವಧು-ವರರ ಮೆರವಣಿಗೆ ನಡೆಸಿ, ಮನೆ ಮನೆಗೆ ತೆರಳಿ ಅಕ್ಕಿ, ಬೇಳೆ, ಬೆಲ್ಲ ಸಂಗ್ರಹಿಸಲಾಗುತ್ತದೆ. ಸಂಗ್ರಹಿಸಿದ ಪದಾರ್ಥಗಳಿಂದ ಅಡುಗೆ ತಯಾರಿಸಿ ದೇವರಿಗೆ ನೈವೇದ್ಯ ಅರ್ಪಿಸಲಾಗುತ್ತದೆ. ಕಲಾವಿದ ಜಯಂತ್ ಪವಾರ್ ಕೂಡ ಹೀಗೆ ಆಚರಣೆಯಲ್ಲಿ ಪಾಲ್ಗೊಂಡಿದ್ದರು. ಗ್ರಾಮದ ಹಿರಿಯರು ಮಾರ್ಗದರ್ಶನ ನೀಡಿದರು. xyxy=(11,1841,240,2225)
health-dateline: ಚಿಕ್ಕಬಳ್ಳಾಪುರ: xyxy=(346,759,406,774)
tobacco-story xyxy=(348,1458,696,1749)
lead-dateline: ಬೆಂಗಳೂರು: xyxy=(346,183,401,198)
lead-bottom-rule xyxy=(344,600,1519,602)
issue-day: ಭಾನುವಾರ xyxy=(148,55,193,70)
trees-photo xyxy=(714,1434,1112,1749)
sidebar-dateline-2: ಹುಬ್ಬಳ್ಳಿ: xyxy=(19,728,55,743)
mother-photo-wall xyxy=(1147,1176,1519,1249)
lead-headline-rule xyxy=(344,170,1519,172)
rain-text-cont: ದಿನೇದಿನೇ ಬಿಸಿಲ ಝಳ ಹೆಚ್ಚಾಗಿದೆ. ಮಳೆಯಿಲ್ಲದೆ ಕೆರೆಕಟ್ಟೆಗಳು ಬತ್ತಿ ಹೋಗಿವೆ. ಕುಡಿಯುವ ನೀರಿಗೂ ಪರದಾಟ ಶುರುವಾಗಿದೆ. ಇದರಿಂದ ರೈತರು ಕಂಗಾಲಾಗಿದ್ದು, ವರುಣನ ಕೃಪೆಗಾಗಿ ಗ್ರಾಮೀಣ ಭಾಗದಲ್ಲಿ ವಿಶಿಷ್ಟ ಆಚರಣೆಗಳು ನಡೆಯುತ್ತಿವೆ. ಹುಳಿಯಾರು ಹೋಬಳಿಯ ಕೆಲ ಗ್ರಾಮಗಳಲ್ಲಿ ಮಳೆಗಾಗಿ ಪ್ರಾರ್ಥಿಸಿ ಮಕ್ಕಳ ಮದುವೆ ಮಾಡುವ ಸಂಪ್ರದಾಯ ಇಂದಿಗೂ ಜೀವಂತವಾಗಿದೆ. ಗ್ರಾಮದ ಇಬ್ಬರು ಬಾಲಕರಿಗೆ ವಧು ವರರ ವೇಷ ಹಾಕಿ, ಗ್ರಾಮದ ಎಲ್ಲಾ ಬೀದಿಗಳಲ್ಲಿ ಮೆರವಣಿಗೆ ಮಾಡಿಸಲಾಗುತ್ತದೆ. ನಂತರ ದೇವಸ್ಥಾನದ ಆವರಣದಲ್ಲಿ ಶಾಸ್ತ್ರೋಕ್ತವಾಗಿ ಮದುವೆ ಮಾಡಲಾಗುತ್ತದೆ. ಇದರಿಂದ ವರುಣ ದೇವನು ಸಂತುಷ್ಟನಾಗಿ ಮಳೆ ಸುರಿಸುತ್ತಾನೆ ಎಂಬುದು ಗ್ರಾಮಸ್ಥರ ನಂಬಿಕೆಯಾಗಿದೆ. ಮದುವೆಯ ನಂತರ ಗ್ರಾಮಸ್ಥರೆಲ್ಲರೂ ಸೇರಿ ಸಾಮೂಹಿಕ ಭೋಜನ ಸವಿಯುತ್ತಾರೆ. ಬಾಲಕ ಸಾಮ್ರಾಟ್‌ಗೆ ಸೀರೆ ಉಡಿಸಿ, ಮುತ್ತಿನ ಬಳೆ ತೊಡಿಸಿ ವಧುವಿನಂತೆ ಸಿಂಗರಿಸಲಾಗುತ್ತದೆ. ಹಬ್ಬದಾಚರಣೆ ಮಾಡುವ ಪರಿ: ಮೊದಲಿಗೆ ಗ್ರಾಮದ ಪ್ರಮುಖ ಬೀದಿಗಳಲ್ಲಿ ವಧು-ವರರ ಮೆರವಣಿಗೆ ನಡೆಸಿ, ಮನೆ ಮನೆಗೆ ತೆರಳಿ ಅಕ್ಕಿ, ಬೇಳೆ, ಬೆಲ್ಲ ಸಂಗ್ರಹಿಸಲಾಗುತ್ತದೆ. ಸಂಗ್ರಹಿಸಿದ ಪದಾರ್ಥಗಳಿಂದ ಅಡುಗೆ ತಯಾರಿಸಿ ದೇವರಿಗೆ ನೈವೇದ್ಯ ಅರ್ಪಿಸಲಾಗುತ್ತದೆ. ಕಲಾವಿದ ಜಯಂತ್ ಪವಾರ್ ಕೂಡ ಹೀಗೆ ಆಚರಣೆಯಲ್ಲಿ ಪಾಲ್ಗೊಂಡಿದ್ದರು. ಗ್ರಾಮದ ಹಿರಿಯರು ಮಾರ್ಗದರ್ಶನ ನೀಡಿದರು. xyxy=(248,2163,821,2336)
religion-story-left xyxy=(840,1895,1101,2398)
rain-story-left xyxy=(11,1840,240,2398)
lead-story-right xyxy=(1224,181,1519,596)
